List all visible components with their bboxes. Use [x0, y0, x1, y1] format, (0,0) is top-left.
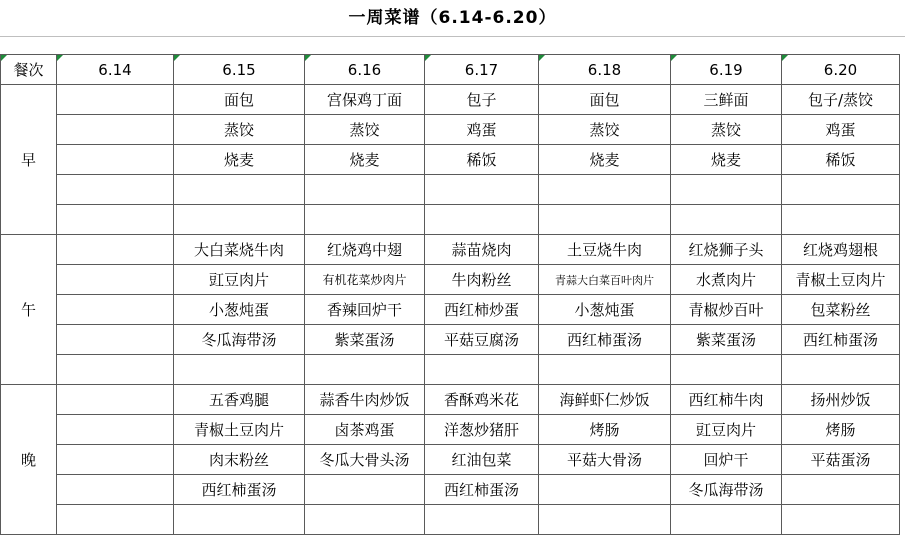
dish-cell — [782, 175, 900, 205]
lunch-row — [1, 355, 900, 385]
dish-cell: 冬瓜海带汤 — [174, 325, 305, 355]
date-header: 6.14 — [57, 55, 174, 85]
dish-cell: 洋葱炒猪肝 — [425, 415, 539, 445]
dish-cell — [539, 355, 671, 385]
dish-cell: 蒸饺 — [539, 115, 671, 145]
dish-cell — [539, 175, 671, 205]
dish-cell: 稀饭 — [782, 145, 900, 175]
dish-cell: 西红柿蛋汤 — [425, 475, 539, 505]
dish-cell: 紫菜蛋汤 — [671, 325, 782, 355]
dish-cell: 冬瓜大骨头汤 — [305, 445, 425, 475]
dish-cell: 烧麦 — [305, 145, 425, 175]
dish-cell: 烤肠 — [539, 415, 671, 445]
lunch-row — [1, 295, 900, 325]
dish-cell: 蒸饺 — [671, 115, 782, 145]
dish-cell — [425, 175, 539, 205]
dish-cell: 青椒土豆肉片 — [782, 265, 900, 295]
dish-cell — [425, 355, 539, 385]
dinner-row — [1, 445, 900, 475]
dish-cell: 包子/蒸饺 — [782, 85, 900, 115]
dish-cell — [174, 505, 305, 535]
dish-cell: 西红柿蛋汤 — [174, 475, 305, 505]
dish-cell: 土豆烧牛肉 — [539, 235, 671, 265]
dish-cell — [57, 265, 174, 295]
dish-cell: 红烧鸡中翅 — [305, 235, 425, 265]
dinner-row — [1, 475, 900, 505]
dish-cell: 青椒炒百叶 — [671, 295, 782, 325]
dish-cell: 海鲜虾仁炒饭 — [539, 385, 671, 415]
dinner-label: 晚 — [1, 385, 57, 535]
dish-cell: 扬州炒饭 — [782, 385, 900, 415]
dish-cell: 香辣回炉干 — [305, 295, 425, 325]
dish-cell — [57, 445, 174, 475]
dish-cell: 蒸饺 — [174, 115, 305, 145]
dish-cell: 卤茶鸡蛋 — [305, 415, 425, 445]
header-row — [1, 55, 900, 85]
dish-cell: 西红柿蛋汤 — [539, 325, 671, 355]
dish-cell — [174, 355, 305, 385]
dish-cell — [57, 205, 174, 235]
dish-cell: 西红柿蛋汤 — [782, 325, 900, 355]
dish-cell — [782, 355, 900, 385]
breakfast-row — [1, 145, 900, 175]
dish-cell: 红油包菜 — [425, 445, 539, 475]
date-header: 6.18 — [539, 55, 671, 85]
date-header: 6.17 — [425, 55, 539, 85]
dinner-row — [1, 385, 900, 415]
dish-cell: 鸡蛋 — [425, 115, 539, 145]
dish-cell: 红烧狮子头 — [671, 235, 782, 265]
lunch-row — [1, 325, 900, 355]
dish-cell — [425, 505, 539, 535]
dish-cell: 平菇大骨汤 — [539, 445, 671, 475]
dish-cell — [57, 115, 174, 145]
dish-cell: 豇豆肉片 — [174, 265, 305, 295]
dish-cell — [539, 205, 671, 235]
breakfast-row — [1, 175, 900, 205]
dish-cell — [57, 505, 174, 535]
dish-cell: 水煮肉片 — [671, 265, 782, 295]
dish-cell — [305, 505, 425, 535]
date-header: 6.20 — [782, 55, 900, 85]
dish-cell — [57, 295, 174, 325]
breakfast-label: 早 — [1, 85, 57, 235]
dish-cell — [671, 355, 782, 385]
dish-cell — [57, 235, 174, 265]
dish-cell: 蒜香牛肉炒饭 — [305, 385, 425, 415]
dish-cell — [57, 145, 174, 175]
dish-cell: 鸡蛋 — [782, 115, 900, 145]
dish-cell: 烧麦 — [539, 145, 671, 175]
dish-cell — [671, 205, 782, 235]
dish-cell: 包子 — [425, 85, 539, 115]
dish-cell — [305, 475, 425, 505]
dish-cell — [425, 205, 539, 235]
lunch-label: 午 — [1, 235, 57, 385]
dish-cell — [539, 475, 671, 505]
dish-cell — [782, 505, 900, 535]
dish-cell: 蒸饺 — [305, 115, 425, 145]
dish-cell: 烧麦 — [671, 145, 782, 175]
breakfast-row — [1, 115, 900, 145]
dish-cell — [174, 205, 305, 235]
dish-cell — [671, 175, 782, 205]
weekly-menu-table — [0, 54, 900, 535]
dish-cell: 三鲜面 — [671, 85, 782, 115]
dish-cell: 平菇豆腐汤 — [425, 325, 539, 355]
dish-cell — [174, 175, 305, 205]
dish-cell: 牛肉粉丝 — [425, 265, 539, 295]
dish-cell — [305, 205, 425, 235]
dish-cell: 青椒土豆肉片 — [174, 415, 305, 445]
dish-cell: 肉末粉丝 — [174, 445, 305, 475]
meal-column-header: 餐次 — [1, 55, 57, 85]
dish-cell: 面包 — [539, 85, 671, 115]
dish-cell: 西红柿牛肉 — [671, 385, 782, 415]
dinner-row — [1, 505, 900, 535]
dish-cell — [305, 175, 425, 205]
dish-cell: 小葱炖蛋 — [539, 295, 671, 325]
dish-cell: 烧麦 — [174, 145, 305, 175]
dish-cell: 西红柿炒蛋 — [425, 295, 539, 325]
dish-cell: 平菇蛋汤 — [782, 445, 900, 475]
dish-cell: 回炉干 — [671, 445, 782, 475]
dish-cell — [57, 355, 174, 385]
page-title: 一周菜谱（6.14-6.20） — [348, 8, 557, 28]
dish-cell — [782, 205, 900, 235]
dish-cell: 红烧鸡翅根 — [782, 235, 900, 265]
dish-cell — [305, 355, 425, 385]
dish-cell: 青蒜大白菜百叶肉片 — [539, 265, 671, 295]
dish-cell: 冬瓜海带汤 — [671, 475, 782, 505]
dish-cell: 面包 — [174, 85, 305, 115]
dish-cell: 稀饭 — [425, 145, 539, 175]
lunch-row — [1, 235, 900, 265]
dish-cell — [57, 415, 174, 445]
dish-cell: 大白菜烧牛肉 — [174, 235, 305, 265]
dish-cell — [57, 475, 174, 505]
dish-cell — [57, 325, 174, 355]
dish-cell: 宫保鸡丁面 — [305, 85, 425, 115]
dish-cell: 包菜粉丝 — [782, 295, 900, 325]
date-header: 6.16 — [305, 55, 425, 85]
title-spacer-row — [0, 36, 905, 54]
dish-cell: 蒜苗烧肉 — [425, 235, 539, 265]
dish-cell: 烤肠 — [782, 415, 900, 445]
date-header: 6.19 — [671, 55, 782, 85]
dish-cell: 有机花菜炒肉片 — [305, 265, 425, 295]
dish-cell — [671, 505, 782, 535]
breakfast-row — [1, 85, 900, 115]
breakfast-row — [1, 205, 900, 235]
dish-cell: 五香鸡腿 — [174, 385, 305, 415]
lunch-row — [1, 265, 900, 295]
dish-cell — [57, 385, 174, 415]
dinner-row — [1, 415, 900, 445]
dish-cell: 香酥鸡米花 — [425, 385, 539, 415]
dish-cell — [782, 475, 900, 505]
dish-cell: 豇豆肉片 — [671, 415, 782, 445]
dish-cell — [57, 85, 174, 115]
dish-cell — [57, 175, 174, 205]
date-header: 6.15 — [174, 55, 305, 85]
dish-cell — [539, 505, 671, 535]
dish-cell: 紫菜蛋汤 — [305, 325, 425, 355]
dish-cell: 小葱炖蛋 — [174, 295, 305, 325]
